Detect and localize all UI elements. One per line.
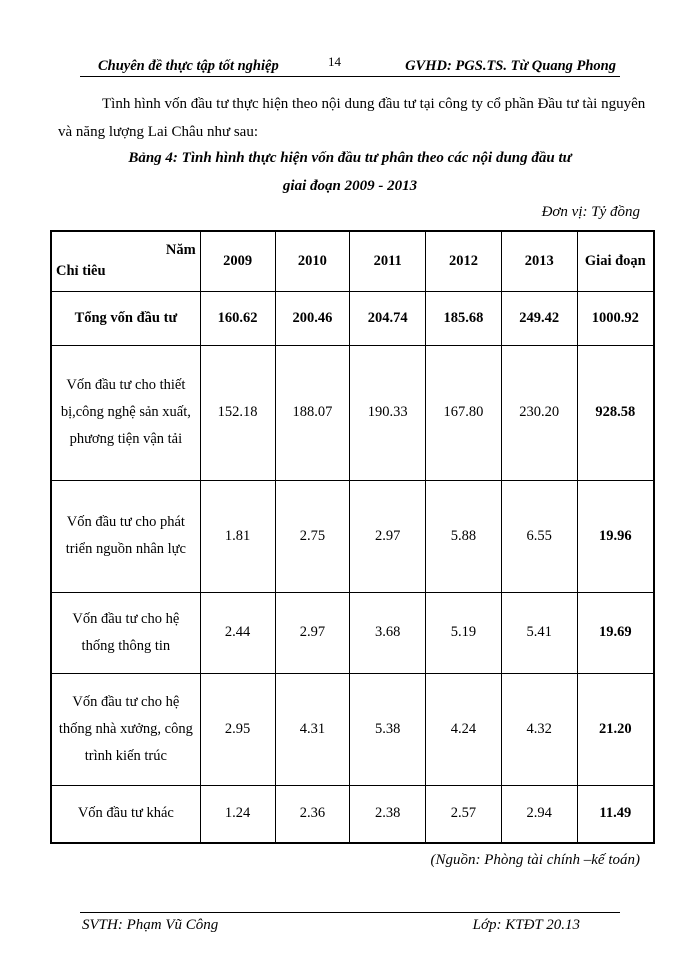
value-cell: 167.80 (426, 345, 502, 480)
table-caption-line1: Bảng 4: Tình hình thực hiện vốn đầu tư phân theo các nội dung đầu tư (128, 150, 572, 166)
value-cell: 5.38 (350, 673, 426, 785)
value-cell: 204.74 (350, 291, 426, 345)
table-row (51, 673, 654, 785)
value-cell: 2.97 (275, 592, 350, 673)
period-header: Giai đoạn (577, 231, 654, 291)
row-label: Vốn đầu tư cho thiết bị,công nghệ sản xuất, phương tiện vận tải (51, 345, 200, 480)
table-row (51, 291, 654, 345)
table-row (51, 785, 654, 843)
corner-year-label: Năm (165, 242, 196, 259)
total-cell: 19.69 (577, 592, 654, 673)
total-cell: 19.96 (577, 480, 654, 592)
value-cell: 230.20 (501, 345, 577, 480)
value-cell: 185.68 (426, 291, 502, 345)
page-footer (80, 912, 620, 937)
row-label: Tổng vốn đầu tư (51, 291, 200, 345)
corner-indicator-label: Chỉ tiêu (56, 263, 106, 280)
footer-student: SVTH: Phạm Vũ Công (82, 917, 219, 933)
value-cell: 1.24 (200, 785, 275, 843)
corner-header-cell (51, 231, 200, 291)
value-cell: 2.95 (200, 673, 275, 785)
total-cell: 928.58 (577, 345, 654, 480)
year-header: 2013 (501, 231, 577, 291)
value-cell: 249.42 (501, 291, 577, 345)
value-cell: 6.55 (501, 480, 577, 592)
intro-paragraph: Tình hình vốn đầu tư thực hiện theo nội dung đầu tư tại công ty cổ phần Đầu tư tài nguyên và năng lượng Lai Châu như sau: (58, 96, 646, 140)
table-caption-line2: giai đoạn 2009 - 2013 (282, 178, 418, 194)
row-label: Vốn đầu tư cho phát triển nguồn nhân lực (51, 480, 200, 592)
total-cell: 1000.92 (577, 291, 654, 345)
value-cell: 152.18 (200, 345, 275, 480)
page-header (80, 54, 620, 77)
value-cell: 2.75 (275, 480, 350, 592)
row-label: Vốn đầu tư khác (51, 785, 200, 843)
value-cell: 4.31 (275, 673, 350, 785)
row-label: Vốn đầu tư cho hệ thống nhà xưởng, công trình kiến trúc (51, 673, 200, 785)
header-supervisor: GVHD: PGS.TS. Từ Quang Phong (405, 58, 616, 74)
total-cell: 21.20 (577, 673, 654, 785)
value-cell: 2.38 (350, 785, 426, 843)
value-cell: 1.81 (200, 480, 275, 592)
value-cell: 200.46 (275, 291, 350, 345)
value-cell: 188.07 (275, 345, 350, 480)
table-header-row (51, 231, 654, 291)
value-cell: 4.24 (426, 673, 502, 785)
table-row (51, 480, 654, 592)
header-thesis-title: Chuyên đề thực tập tốt nghiệp (98, 58, 279, 74)
year-header: 2010 (275, 231, 350, 291)
value-cell: 2.97 (350, 480, 426, 592)
row-label: Vốn đầu tư cho hệ thống thông tin (51, 592, 200, 673)
source-note: (Nguồn: Phòng tài chính –kế toán) (430, 852, 640, 868)
value-cell: 5.41 (501, 592, 577, 673)
value-cell: 4.32 (501, 673, 577, 785)
investment-table (50, 230, 655, 844)
table-row (51, 345, 654, 480)
value-cell: 190.33 (350, 345, 426, 480)
unit-note: Đơn vị: Tỷ đồng (541, 204, 640, 220)
value-cell: 160.62 (200, 291, 275, 345)
value-cell: 2.36 (275, 785, 350, 843)
table-row (51, 592, 654, 673)
year-header: 2009 (200, 231, 275, 291)
year-header: 2012 (426, 231, 502, 291)
page-number: 14 (328, 54, 341, 69)
value-cell: 5.88 (426, 480, 502, 592)
year-header: 2011 (350, 231, 426, 291)
value-cell: 3.68 (350, 592, 426, 673)
total-cell: 11.49 (577, 785, 654, 843)
value-cell: 2.57 (426, 785, 502, 843)
value-cell: 2.44 (200, 592, 275, 673)
value-cell: 5.19 (426, 592, 502, 673)
value-cell: 2.94 (501, 785, 577, 843)
footer-class: Lớp: KTĐT 20.13 (472, 917, 580, 933)
